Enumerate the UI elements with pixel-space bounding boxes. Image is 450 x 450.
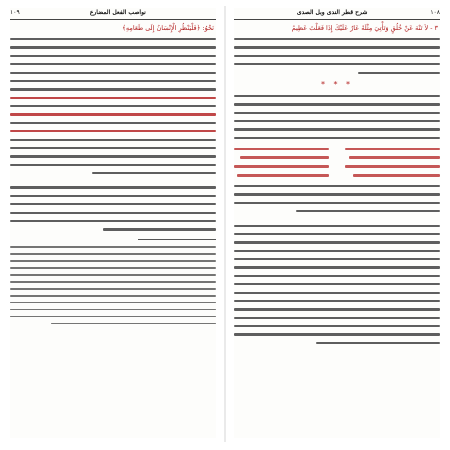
text-line (234, 241, 440, 243)
text-line (345, 165, 440, 167)
text-line (10, 186, 216, 188)
text-block (234, 92, 440, 142)
text-line (234, 258, 440, 260)
text-block (10, 35, 216, 234)
page-header (10, 8, 216, 20)
text-line (234, 283, 440, 285)
left-page (10, 8, 216, 438)
text-line (353, 174, 440, 176)
footnote-rule (138, 239, 216, 240)
text-line (234, 225, 440, 227)
text-block (234, 35, 440, 77)
text-line (10, 212, 216, 214)
text-line (10, 80, 216, 82)
running-title: نواصب الفعل المضارع (89, 9, 146, 16)
text-line (234, 55, 440, 57)
text-line (10, 88, 216, 90)
text-line (349, 156, 440, 158)
text-line (234, 193, 440, 195)
text-line (10, 316, 216, 318)
text-line (10, 46, 216, 48)
text-line (316, 342, 440, 344)
text-line (234, 233, 440, 235)
text-line (234, 63, 440, 65)
text-line (234, 120, 440, 122)
text-line (10, 274, 216, 276)
text-line (234, 137, 440, 139)
text-line (10, 147, 216, 149)
text-line (234, 185, 440, 187)
text-line (10, 281, 216, 283)
text-line (92, 172, 216, 174)
text-line (234, 275, 440, 277)
right-page (234, 8, 440, 438)
text-line (10, 288, 216, 290)
text-line (234, 103, 440, 105)
text-block (234, 182, 440, 347)
text-line (234, 325, 440, 327)
section-separator: * * * (320, 79, 354, 89)
text-line (358, 72, 440, 74)
text-line (10, 113, 216, 115)
text-line (10, 105, 216, 107)
text-line (234, 300, 440, 302)
text-line (234, 250, 440, 252)
text-line (234, 308, 440, 310)
text-line (10, 38, 216, 40)
running-title: شرح قطر الندى وبل الصدى (296, 9, 368, 16)
page-body (10, 24, 216, 327)
text-line (296, 210, 440, 212)
text-line (10, 155, 216, 157)
text-line (234, 148, 329, 150)
text-line (234, 38, 440, 40)
text-line (237, 174, 329, 176)
text-line (10, 260, 216, 262)
text-line (234, 202, 440, 204)
page-number: ١٠٩ (10, 9, 20, 16)
text-line (10, 302, 216, 304)
text-line (10, 55, 216, 57)
text-line (345, 148, 440, 150)
page-body (234, 24, 440, 347)
text-line (234, 333, 440, 335)
text-line (10, 295, 216, 297)
page-number: ١٠٨ (430, 9, 440, 16)
footnotes (10, 243, 216, 327)
text-line (234, 317, 440, 319)
text-line (10, 220, 216, 222)
text-line (10, 253, 216, 255)
text-line (103, 228, 216, 230)
opening-verse: ٣ - لاَ تَنْهَ عَنْ خُلُقٍ وَتَأْتِيَ مِثْلَهُ عَارٌ عَلَيْكَ إِذَا فَعَلْتَ عَظِيمُ (291, 24, 438, 32)
text-line (234, 112, 440, 114)
text-line (10, 309, 216, 311)
poem-verses (234, 144, 440, 180)
text-line (234, 46, 440, 48)
text-line (10, 267, 216, 269)
text-line (234, 128, 440, 130)
text-line (234, 95, 440, 97)
text-line (51, 323, 216, 325)
text-line (10, 195, 216, 197)
text-line (10, 164, 216, 166)
book-gutter (224, 6, 226, 442)
text-line (10, 203, 216, 205)
text-line (10, 122, 216, 124)
opening-fragment: نَحْوُ: ﴿فَلْيَنْظُرِ الْإِنْسَانُ إِلَى طَعَامِهِ﴾ (122, 24, 214, 32)
text-line (10, 139, 216, 141)
text-line (10, 97, 216, 99)
text-line (234, 266, 440, 268)
text-line (10, 72, 216, 74)
text-line (10, 130, 216, 132)
text-line (10, 246, 216, 248)
text-line (234, 292, 440, 294)
text-line (10, 63, 216, 65)
page-header (234, 8, 440, 20)
text-line (240, 156, 329, 158)
text-line (234, 165, 329, 167)
